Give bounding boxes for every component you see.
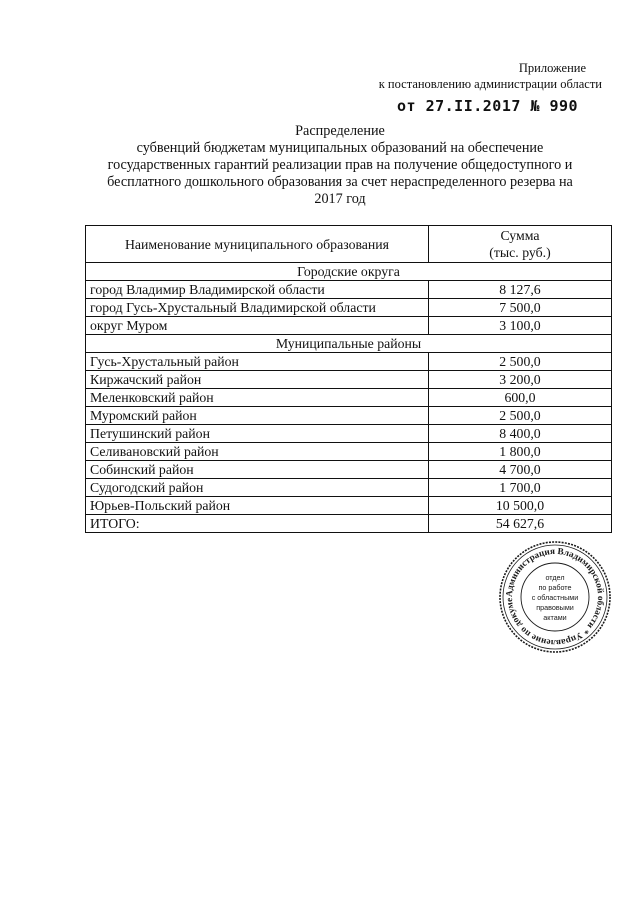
- stamp-center-line-3: с областными: [531, 593, 579, 602]
- row-name: Гусь-Хрустальный район: [86, 353, 429, 371]
- table-row: [86, 353, 612, 371]
- annex-header: [379, 60, 602, 92]
- group-label: Муниципальные районы: [86, 335, 612, 353]
- group-row-municipal-districts: [86, 335, 612, 353]
- annex-label: Приложение: [518, 61, 586, 75]
- row-name: Судогодский район: [86, 479, 429, 497]
- row-name: город Владимир Владимирской области: [86, 281, 429, 299]
- row-name: Петушинский район: [86, 425, 429, 443]
- stamp-center-line-4: правовыми: [536, 603, 574, 612]
- row-amount: 600,0: [429, 389, 612, 407]
- official-stamp: [495, 532, 612, 654]
- table-row: [86, 443, 612, 461]
- table-row: [86, 281, 612, 299]
- row-name: Муромский район: [86, 407, 429, 425]
- row-amount: 2 500,0: [429, 407, 612, 425]
- annex-reference: к постановлению администрации области: [378, 77, 602, 91]
- total-label: ИТОГО:: [86, 515, 429, 533]
- distribution-table: [85, 225, 612, 533]
- row-amount: 8 127,6: [429, 281, 612, 299]
- total-row: [86, 515, 612, 533]
- document-title: [80, 123, 600, 208]
- row-amount: 8 400,0: [429, 425, 612, 443]
- row-amount: 10 500,0: [429, 497, 612, 515]
- row-name: округ Муром: [86, 317, 429, 335]
- row-amount: 4 700,0: [429, 461, 612, 479]
- title-line-2: субвенций бюджетам муниципальных образований на обеспечение: [136, 140, 544, 156]
- row-amount: 3 200,0: [429, 371, 612, 389]
- row-name: Киржачский район: [86, 371, 429, 389]
- group-label: Городские округа: [86, 263, 612, 281]
- stamp-ring-textpath: Администрация Владимирской области * Управление по документообороту: [495, 532, 607, 649]
- table-row: [86, 317, 612, 335]
- row-name: Меленковский район: [86, 389, 429, 407]
- header-name-cell: Наименование муниципального образования: [86, 226, 429, 263]
- row-amount: 7 500,0: [429, 299, 612, 317]
- stamp-center-line-2: по работе: [538, 583, 572, 592]
- table-row: [86, 461, 612, 479]
- table-row: [86, 425, 612, 443]
- total-amount: 54 627,6: [429, 515, 612, 533]
- row-name: Селивановский район: [86, 443, 429, 461]
- table-row: [86, 299, 612, 317]
- row-name: Собинский район: [86, 461, 429, 479]
- row-amount: 2 500,0: [429, 353, 612, 371]
- stamp-seal-icon: [495, 532, 612, 654]
- row-name: Юрьев-Польский район: [86, 497, 429, 515]
- table-row: [86, 371, 612, 389]
- stamp-center-line-1: отдел: [545, 573, 565, 582]
- row-amount: 3 100,0: [429, 317, 612, 335]
- title-line-1: Распределение: [295, 123, 385, 139]
- row-name: город Гусь-Хрустальный Владимирской области: [86, 299, 429, 317]
- table-row: [86, 497, 612, 515]
- header-sum-unit: (тыс. руб.): [489, 245, 551, 260]
- group-row-city-districts: [86, 263, 612, 281]
- stamp-center-line-5: актами: [543, 613, 567, 622]
- header-sum-cell: [429, 226, 612, 263]
- header-sum-label: Сумма: [500, 228, 540, 243]
- title-line-4: бесплатного дошкольного образования за счет нераспределенного резерва на: [107, 174, 573, 190]
- title-line-3: государственных гарантий реализации прав на получение общедоступного и: [107, 157, 573, 173]
- table-row: [86, 479, 612, 497]
- table-header-row: [86, 226, 612, 263]
- table-row: [86, 389, 612, 407]
- table-row: [86, 407, 612, 425]
- row-amount: 1 700,0: [429, 479, 612, 497]
- row-amount: 1 800,0: [429, 443, 612, 461]
- title-line-5: 2017 год: [314, 191, 366, 207]
- document-number: от 27.II.2017 № 990: [397, 97, 579, 115]
